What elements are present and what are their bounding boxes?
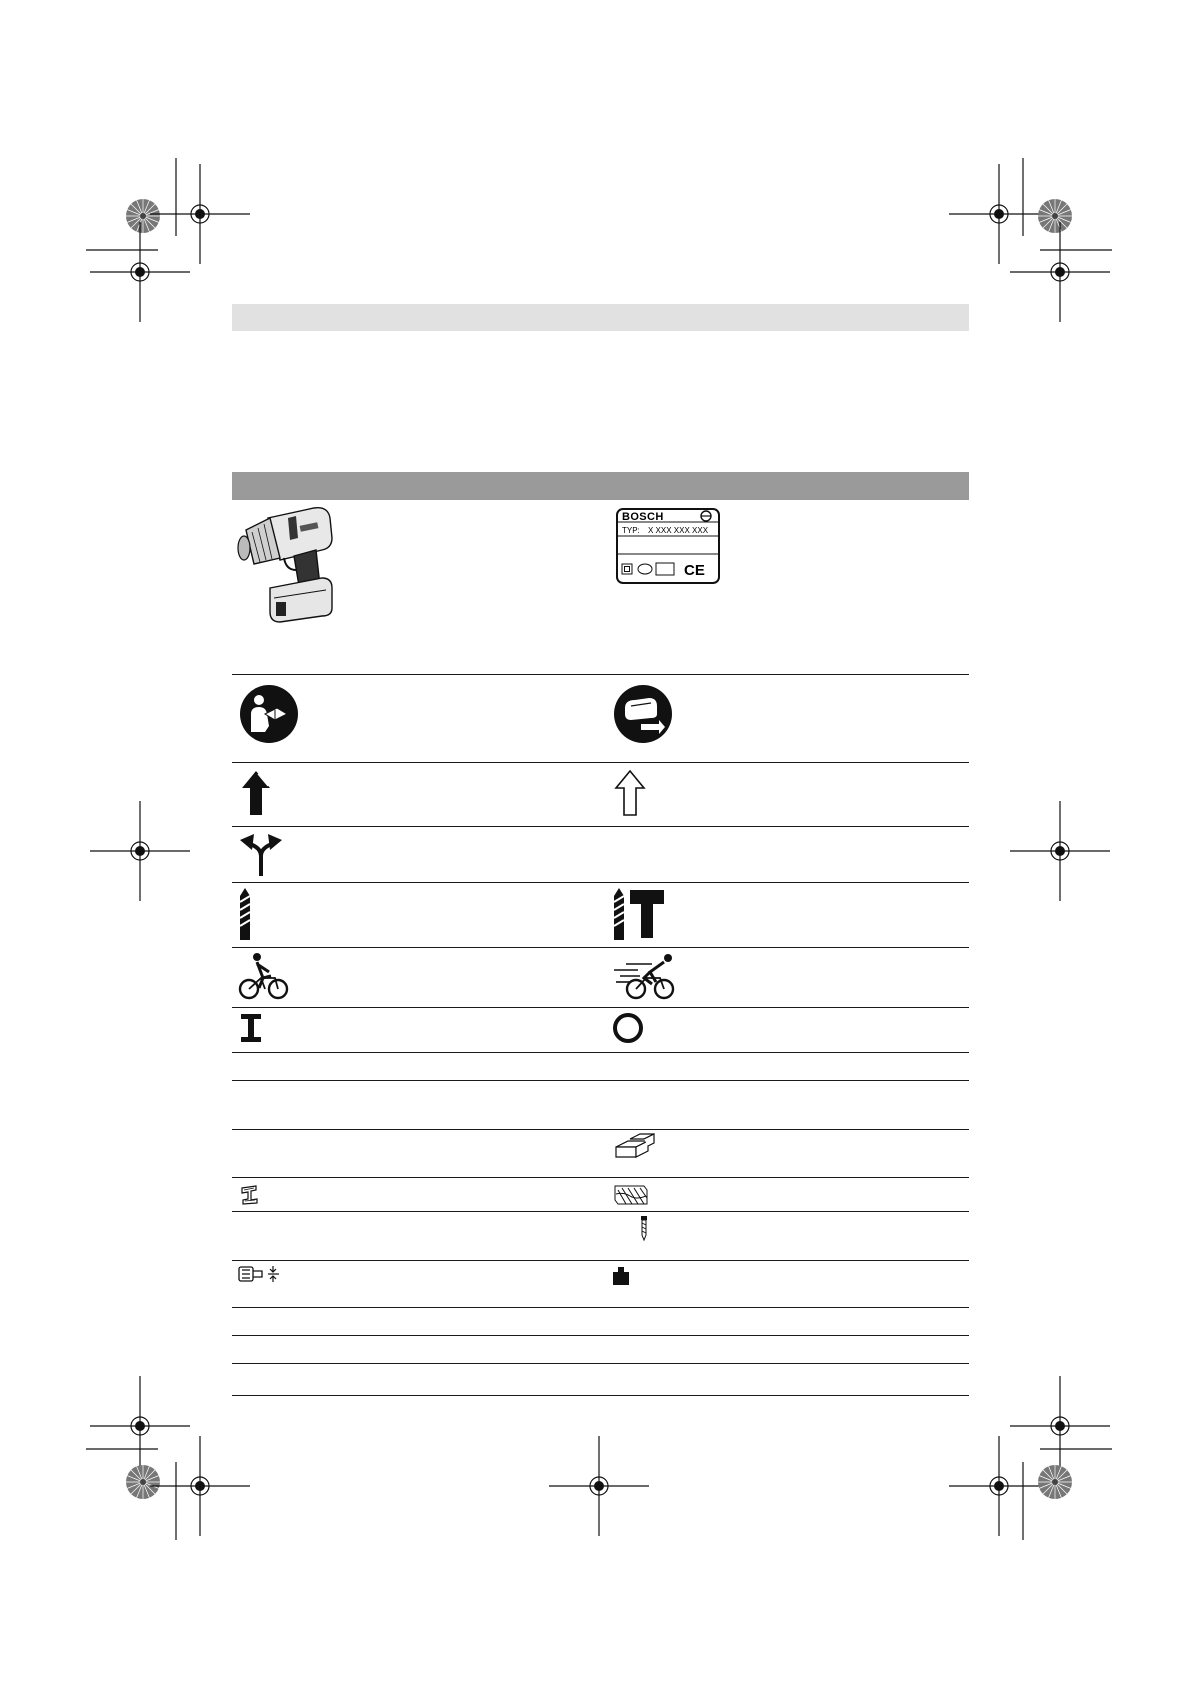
table-rule xyxy=(232,1052,969,1053)
registration-mark-icon xyxy=(150,1436,250,1536)
registration-mark-icon xyxy=(90,222,190,322)
table-rule xyxy=(232,1129,969,1130)
table-rule xyxy=(232,1080,969,1081)
table-rule xyxy=(232,762,969,763)
steel-icon xyxy=(240,1185,260,1205)
table-rule xyxy=(232,1007,969,1008)
drill-bit-icon xyxy=(238,888,252,940)
forward-rotation-arrow-icon xyxy=(241,770,271,816)
header-band-light xyxy=(232,304,969,331)
weight-icon xyxy=(612,1266,630,1286)
gear-two-icon xyxy=(612,1012,644,1044)
wood-grain-icon xyxy=(614,1184,648,1206)
registration-mark-icon xyxy=(949,1436,1049,1536)
ce-mark: CE xyxy=(684,562,705,579)
impact-drill-icon xyxy=(612,888,666,940)
battery-insert-icon xyxy=(613,684,673,744)
registration-mark-icon xyxy=(949,164,1049,264)
table-rule xyxy=(232,1395,969,1396)
registration-mark-icon xyxy=(1010,222,1110,322)
table-rule xyxy=(232,1260,969,1261)
registration-mark-icon xyxy=(549,1436,649,1536)
table-rule xyxy=(232,1335,969,1336)
nameplate-type-label: TYP: xyxy=(622,526,640,535)
registration-mark-icon xyxy=(90,801,190,901)
cordless-drill-illustration xyxy=(236,504,336,624)
registration-mark-icon xyxy=(150,164,250,264)
direction-selector-icon xyxy=(238,832,284,876)
nameplate-brand: BOSCH xyxy=(622,511,664,523)
chuck-range-icon xyxy=(238,1264,280,1284)
table-rule xyxy=(232,947,969,948)
read-manual-icon xyxy=(239,684,299,744)
screw-icon xyxy=(638,1215,650,1241)
table-rule xyxy=(232,882,969,883)
gear-one-icon xyxy=(240,1013,262,1043)
color-calibration-wheel-icon xyxy=(1038,199,1072,233)
wood-icon xyxy=(614,1133,656,1159)
table-rule xyxy=(232,826,969,827)
registration-mark-icon xyxy=(1010,801,1110,901)
color-calibration-wheel-icon xyxy=(126,1465,160,1499)
color-calibration-wheel-icon xyxy=(126,199,160,233)
color-calibration-wheel-icon xyxy=(1038,1465,1072,1499)
registration-mark-icon xyxy=(1010,1376,1110,1476)
table-rule xyxy=(232,1211,969,1212)
table-rule xyxy=(232,674,969,675)
nameplate-type-value: X XXX XXX XXX xyxy=(648,526,709,535)
cyclist-fast-icon xyxy=(612,952,676,1000)
table-rule xyxy=(232,1177,969,1178)
cyclist-slow-icon xyxy=(239,952,289,1000)
table-rule xyxy=(232,1307,969,1308)
section-band-dark xyxy=(232,472,969,500)
nameplate-icon xyxy=(616,508,720,584)
registration-mark-icon xyxy=(90,1376,190,1476)
table-rule xyxy=(232,1363,969,1364)
reverse-rotation-arrow-icon xyxy=(615,770,645,816)
